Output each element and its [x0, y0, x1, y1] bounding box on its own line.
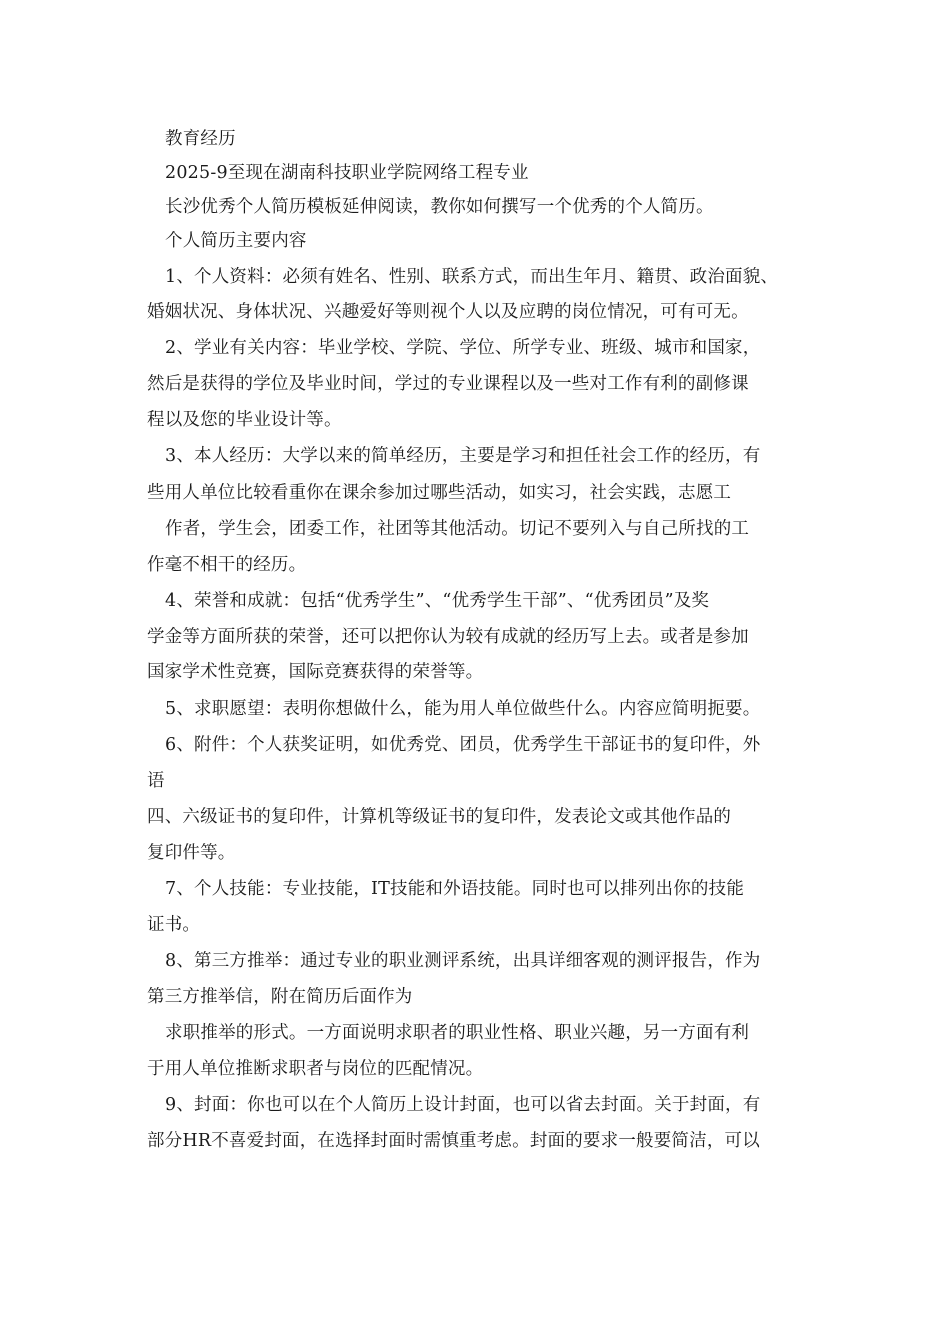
- paragraph-line: 9、封面：你也可以在个人简历上设计封面，也可以省去封面。关于封面，有: [165, 1095, 761, 1115]
- paragraph-line: 7、个人技能：专业技能，IT技能和外语技能。同时也可以排列出你的技能: [165, 879, 745, 899]
- paragraph-line: 第三方推举信，附在简历后面作为: [147, 987, 413, 1007]
- paragraph-line: 1、个人资料：必须有姓名、性别、联系方式，而出生年月、籍贯、政治面貌、: [165, 267, 779, 287]
- paragraph-line: 5、求职愿望：表明你想做什么，能为用人单位做些什么。内容应简明扼要。: [165, 699, 761, 719]
- paragraph-line: 8、第三方推举：通过专业的职业测评系统，出具详细客观的测评报告，作为: [165, 951, 761, 971]
- paragraph-line: 证书。: [147, 915, 201, 935]
- paragraph-line: 2、学业有关内容：毕业学校、学院、学位、所学专业、班级、城市和国家，: [165, 338, 761, 358]
- paragraph-line: 些用人单位比较看重你在课余参加过哪些活动，如实习，社会实践，志愿工: [147, 483, 732, 503]
- paragraph-line: 学金等方面所获的荣誉，还可以把你认为较有成就的经历写上去。或者是参加: [147, 627, 749, 647]
- paragraph-line: 求职推举的形式。一方面说明求职者的职业性格、职业兴趣，另一方面有利: [165, 1023, 750, 1043]
- paragraph-line: 4、荣誉和成就：包括“优秀学生”、“优秀学生干部”、“优秀团员”及奖: [165, 591, 710, 611]
- paragraph-line: 语: [147, 771, 165, 791]
- paragraph-line: 3、本人经历：大学以来的简单经历，主要是学习和担任社会工作的经历，有: [165, 446, 761, 466]
- paragraph-line: 于用人单位推断求职者与岗位的匹配情况。: [147, 1059, 484, 1079]
- paragraph-line: 作者，学生会，团委工作，社团等其他活动。切记不要列入与自己所找的工: [165, 519, 750, 539]
- section-heading-education: 教育经历: [165, 129, 236, 149]
- section-heading-main-content: 个人简历主要内容: [165, 231, 307, 251]
- paragraph-line: 作毫不相干的经历。: [147, 555, 307, 575]
- paragraph-line: 复印件等。: [147, 843, 236, 863]
- paragraph-line: 部分HR不喜爱封面，在选择封面时需慎重考虑。封面的要求一般要简洁，可以: [147, 1131, 760, 1151]
- paragraph-line: 国家学术性竞赛，国际竞赛获得的荣誉等。: [147, 662, 484, 682]
- paragraph-line: 6、附件：个人获奖证明，如优秀党、团员，优秀学生干部证书的复印件，外: [165, 735, 761, 755]
- paragraph-line: 程以及您的毕业设计等。: [147, 410, 342, 430]
- education-entry: 2025-9至现在湖南科技职业学院网络工程专业: [165, 163, 529, 183]
- intro-text: 长沙优秀个人简历模板延伸阅读，教你如何撰写一个优秀的个人简历。: [165, 197, 714, 217]
- paragraph-line: 婚姻状况、身体状况、兴趣爱好等则视个人以及应聘的岗位情况，可有可无。: [147, 302, 749, 322]
- paragraph-line: 四、六级证书的复印件，计算机等级证书的复印件，发表论文或其他作品的: [147, 807, 732, 827]
- paragraph-line: 然后是获得的学位及毕业时间，学过的专业课程以及一些对工作有利的副修课: [147, 374, 749, 394]
